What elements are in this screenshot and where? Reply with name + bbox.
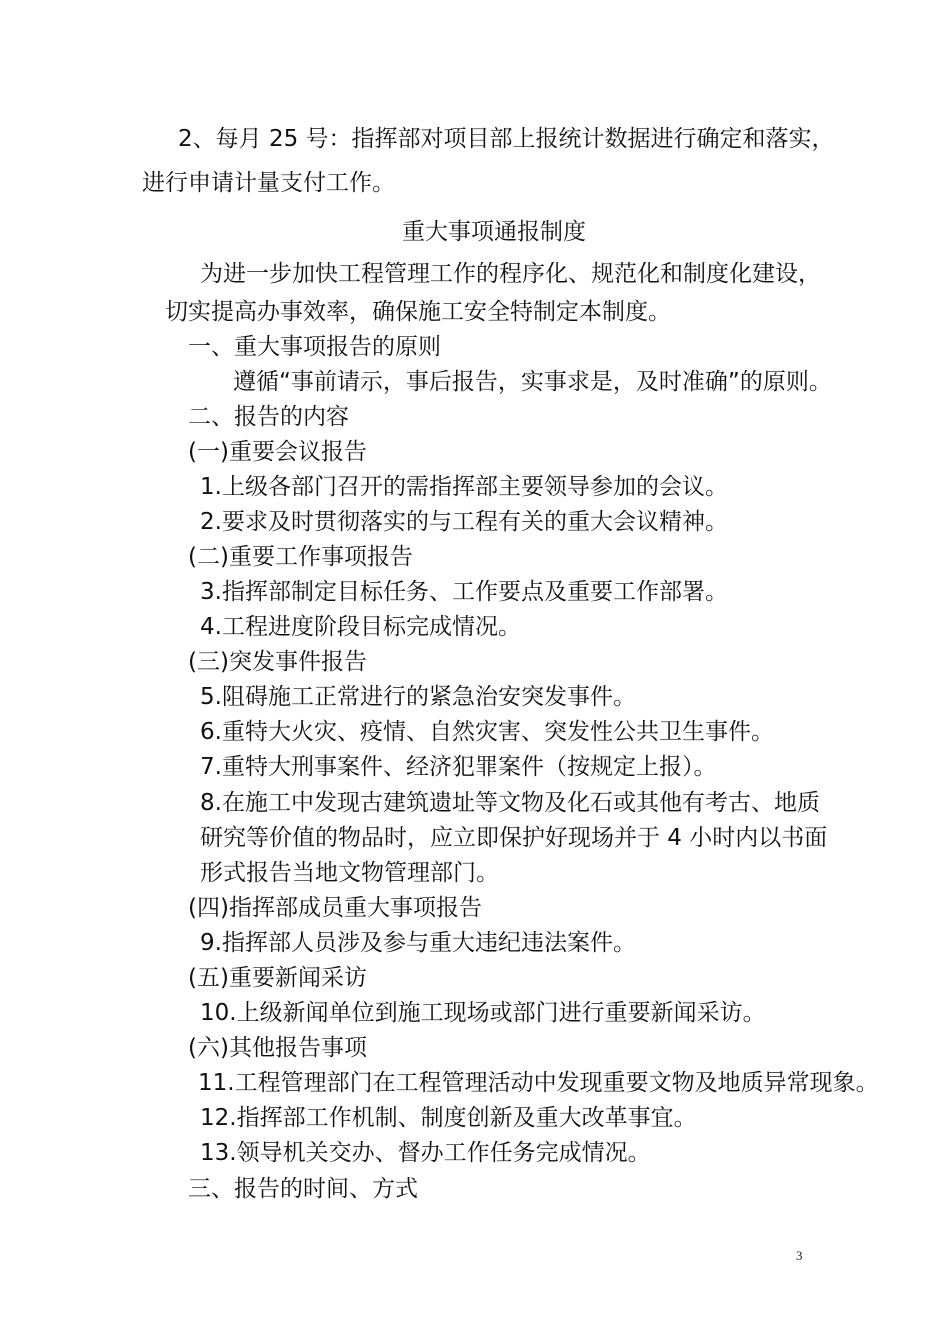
subheading-news: (五)重要新闻采访 [188, 965, 367, 991]
list-item-8-line-2: 研究等价值的物品时，应立即保护好现场并于 4 小时内以书面 [200, 825, 828, 851]
list-item-2: 2.要求及时贯彻落实的与工程有关的重大会议精神。 [200, 509, 728, 535]
subheading-members: (四)指挥部成员重大事项报告 [188, 895, 482, 921]
document-title: 重大事项通报制度 [402, 219, 586, 245]
list-item-7: 7.重特大刑事案件、经济犯罪案件（按规定上报）。 [200, 754, 717, 780]
preamble-line-2: 切实提高办事效率，确保施工安全特制定本制度。 [165, 299, 671, 325]
list-item-13: 13.领导机关交办、督办工作任务完成情况。 [200, 1140, 651, 1166]
list-item-8-line-3: 形式报告当地文物管理部门。 [200, 860, 499, 886]
section-heading-3: 三、报告的时间、方式 [188, 1176, 418, 1202]
intro-line-2: 进行申请计量支付工作。 [142, 170, 395, 196]
list-item-11: 11.工程管理部门在工程管理活动中发现重要文物及地质异常现象。 [198, 1070, 879, 1096]
section-heading-2: 二、报告的内容 [188, 404, 349, 430]
subheading-work-items: (二)重要工作事项报告 [188, 544, 413, 570]
page-number: 3 [796, 1248, 803, 1263]
list-item-5: 5.阻碍施工正常进行的紧急治安突发事件。 [200, 684, 636, 710]
list-item-9: 9.指挥部人员涉及参与重大违纪违法案件。 [200, 930, 636, 956]
section-heading-1: 一、重大事项报告的原则 [188, 334, 441, 360]
list-item-6: 6.重特大火灾、疫情、自然灾害、突发性公共卫生事件。 [200, 719, 774, 745]
subheading-meetings: (一)重要会议报告 [188, 439, 367, 465]
list-item-12: 12.指挥部工作机制、制度创新及重大改革事宜。 [200, 1105, 697, 1131]
subheading-other: (六)其他报告事项 [188, 1035, 367, 1061]
preamble-line-1: 为进一步加快工程管理工作的程序化、规范化和制度化建设， [200, 261, 821, 287]
list-item-1: 1.上级各部门召开的需指挥部主要领导参加的会议。 [200, 474, 728, 500]
intro-line-1: 2、每月 25 号：指挥部对项目部上报统计数据进行确定和落实， [178, 126, 835, 152]
list-item-8-line-1: 8.在施工中发现古建筑遗址等文物及化石或其他有考古、地质 [200, 790, 820, 816]
list-item-10: 10.上级新闻单位到施工现场或部门进行重要新闻采访。 [200, 1000, 766, 1026]
section-1-text: 遵循“事前请示，事后报告，实事求是，及时准确”的原则。 [233, 369, 832, 395]
subheading-emergencies: (三)突发事件报告 [188, 649, 367, 675]
list-item-3: 3.指挥部制定目标任务、工作要点及重要工作部署。 [200, 579, 728, 605]
list-item-4: 4.工程进度阶段目标完成情况。 [200, 614, 521, 640]
